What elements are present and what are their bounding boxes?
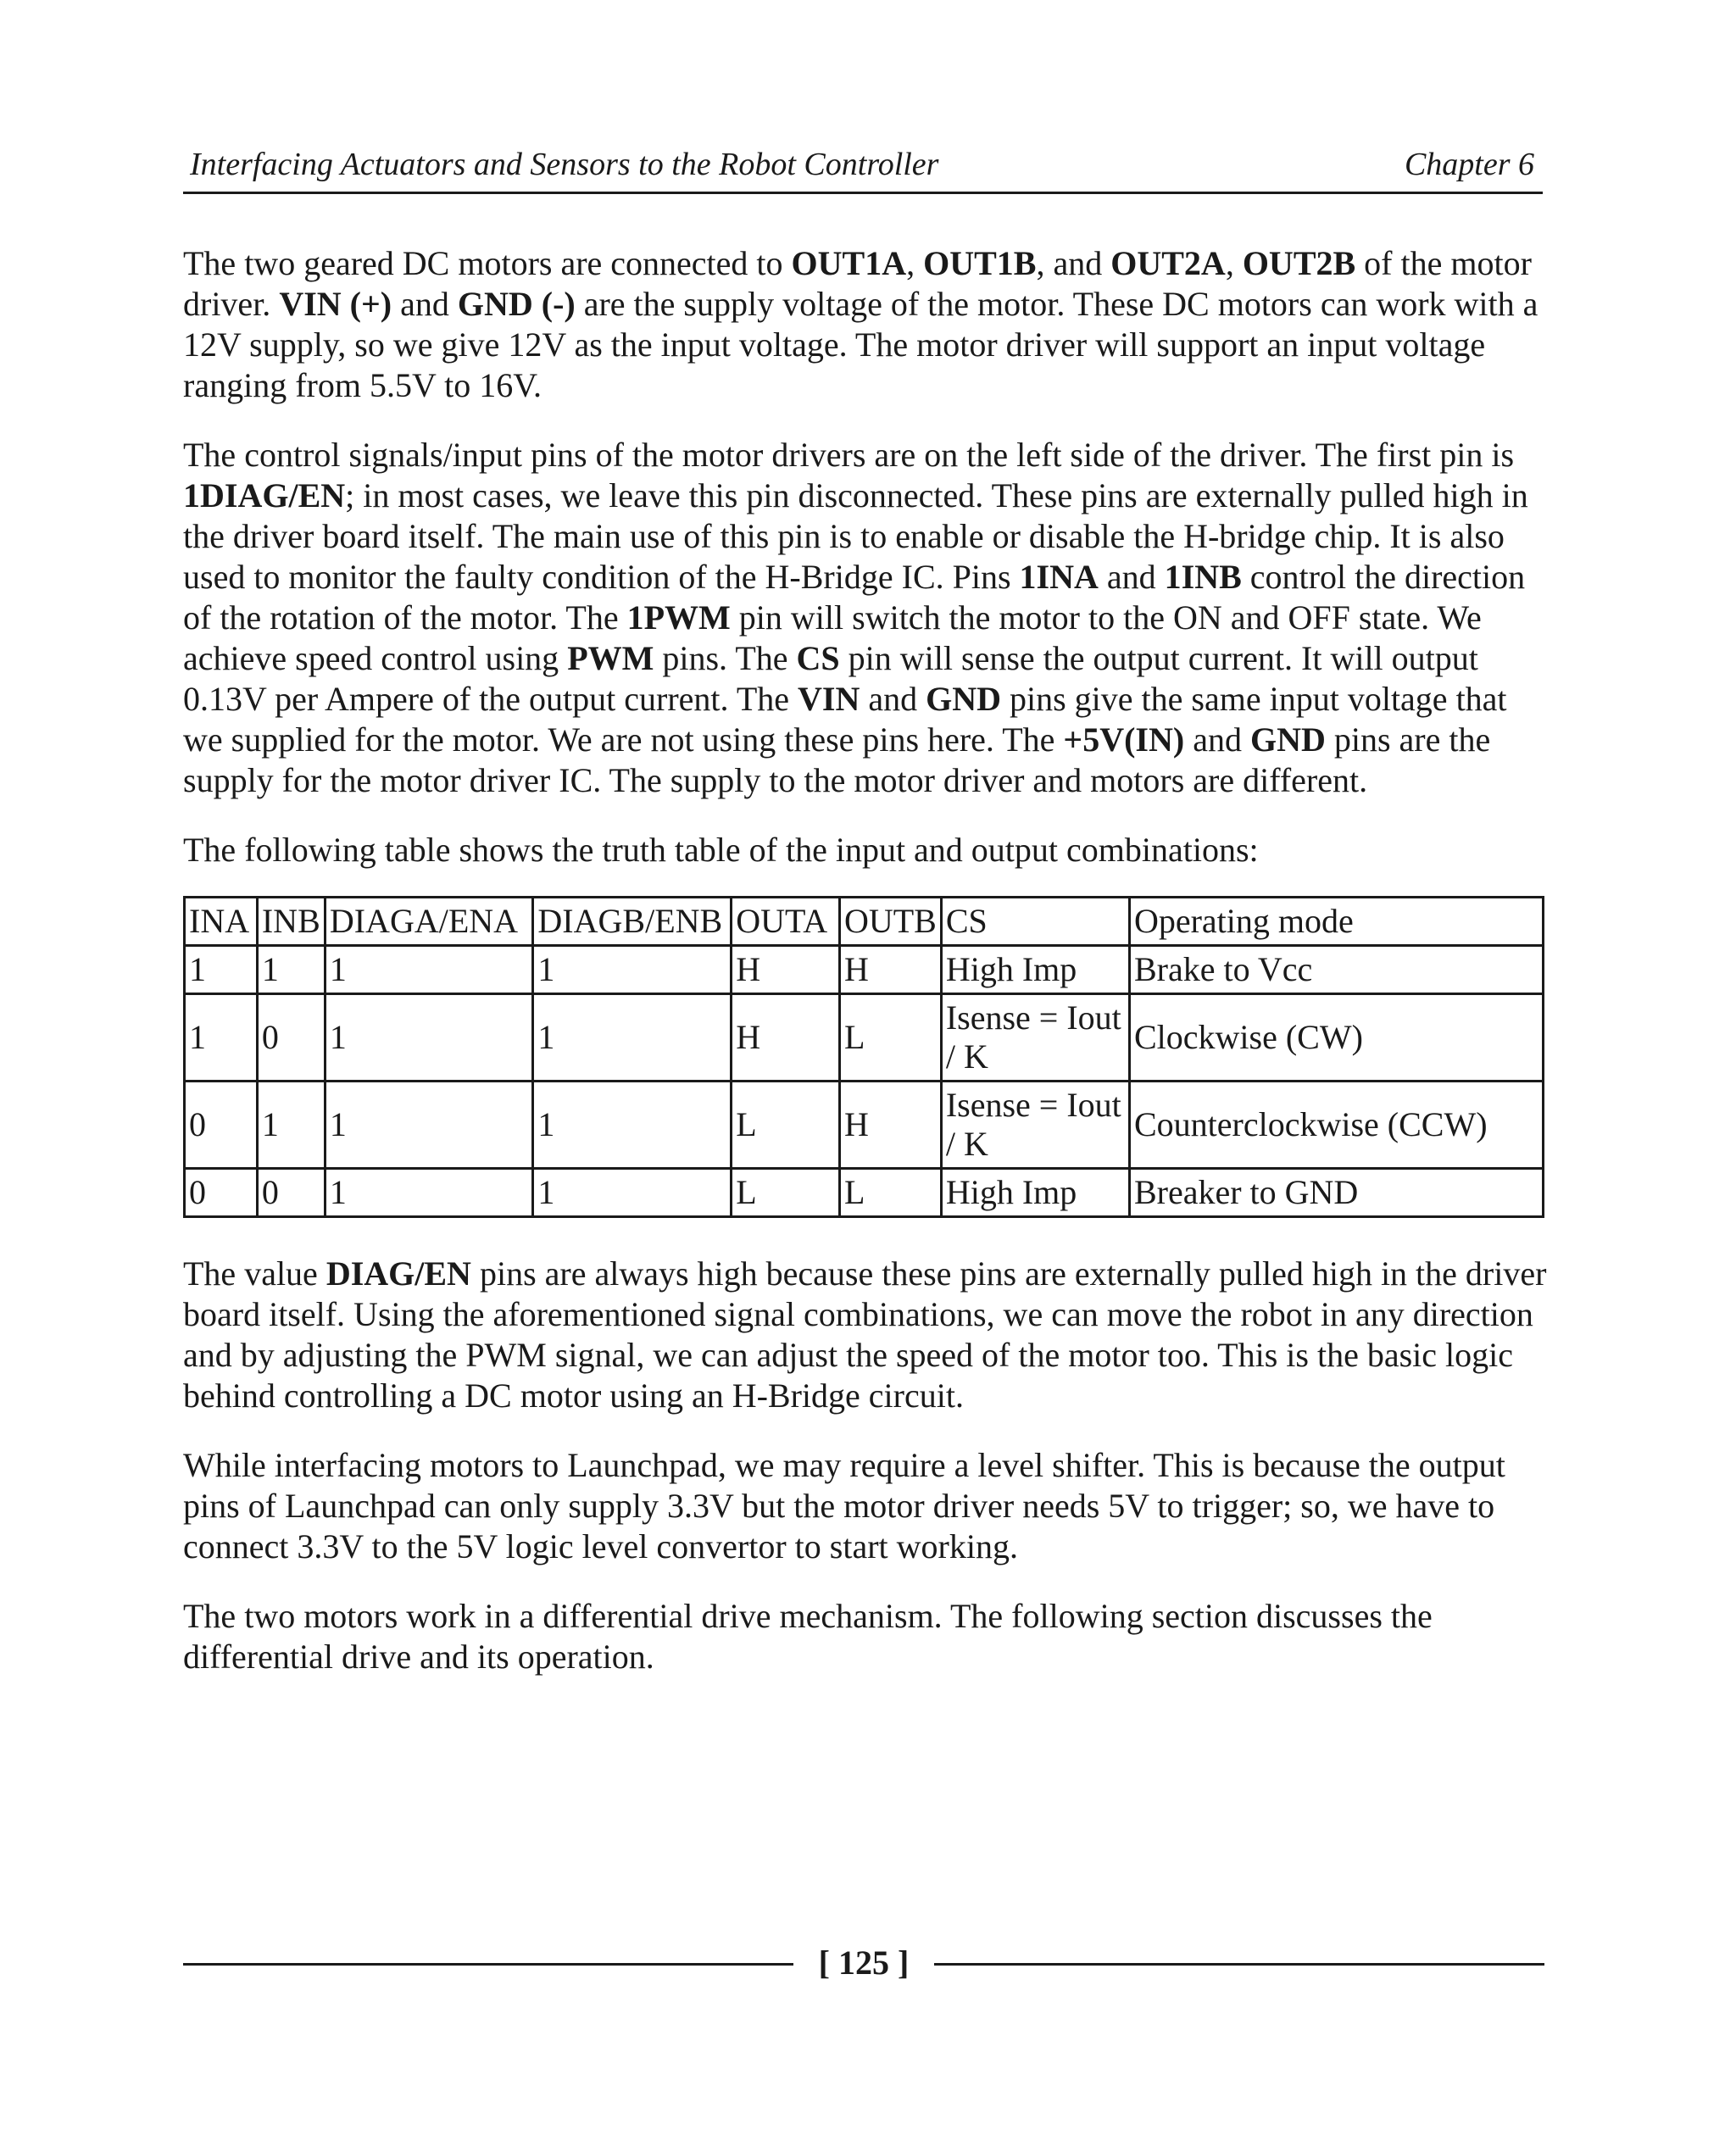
text-run: pins are always high because these pins are externally pulled high in the driver board itself. Using the aforementioned signal combinations, we can move the robot in any direction and by adjusting the PWM signal, we can adjust the speed of the motor too. This is the basic logic behind controlling a DC motor using an H-Bridge circuit. <box>183 1254 1547 1415</box>
table-cell: Breaker to GND <box>1129 1169 1543 1217</box>
header-cell: OUTB <box>839 898 941 946</box>
table-cell: High Imp <box>941 1169 1129 1217</box>
table-cell: 1 <box>325 1082 533 1169</box>
table-cell: Counterclockwise (CCW) <box>1129 1082 1543 1169</box>
text-run: pin will switch the motor to the ON and OFF state. We achieve speed control using <box>183 598 1482 677</box>
table-cell: 1 <box>257 1082 325 1169</box>
bold-term: +5V(IN) <box>1063 720 1185 759</box>
table-cell: High Imp <box>941 946 1129 994</box>
text-run: of the motor driver. <box>183 244 1532 323</box>
bold-term: OUT1B <box>923 244 1037 282</box>
header-cell: INA <box>185 898 258 946</box>
table-cell: H <box>839 946 941 994</box>
table-cell: L <box>839 994 941 1082</box>
text-run: and <box>1184 720 1250 759</box>
bold-term: 1PWM <box>626 598 731 637</box>
text-run: control the direction of the rotation of the motor. The <box>183 558 1526 637</box>
text-run: are the supply voltage of the motor. These DC motors can work with a 12V supply, so we give 12V as the input voltage. The motor driver will support an input voltage ranging from 5.5V to 16V. <box>183 285 1538 404</box>
page-footer <box>183 1938 1544 1988</box>
text-run: and <box>860 680 926 718</box>
table-cell: H <box>732 994 840 1082</box>
footer-rule-right <box>934 1963 1544 1966</box>
paragraph-differential-drive: The two motors work in a differential drive mechanism. The following section discusses the differential drive and its operation. <box>183 1597 1433 1676</box>
text-run: The two geared DC motors are connected to <box>183 244 792 282</box>
running-title: Interfacing Actuators and Sensors to the Robot Controller <box>190 147 939 182</box>
table-header-row <box>185 898 1544 946</box>
table-row <box>185 1082 1544 1169</box>
table-row <box>185 1169 1544 1217</box>
header-cell: CS <box>941 898 1129 946</box>
text-run: and <box>392 285 458 323</box>
text-run: pins are the supply for the motor driver IC. The supply to the motor driver and motors are different. <box>183 720 1491 799</box>
bold-term: GND <box>926 680 1001 718</box>
table-cell: 1 <box>325 946 533 994</box>
header-cell: DIAGA/ENA <box>325 898 533 946</box>
page-header <box>183 142 1543 194</box>
text-run: pins give the same input voltage that we supplied for the motor. We are not using these pins here. The <box>183 680 1507 759</box>
page-body <box>183 243 1550 1706</box>
header-cell: INB <box>257 898 325 946</box>
header-cell: DIAGB/ENB <box>533 898 732 946</box>
text-run: and <box>1098 558 1165 596</box>
bold-term: OUT2B <box>1242 244 1356 282</box>
table-cell: 1 <box>325 994 533 1082</box>
table-cell: H <box>732 946 840 994</box>
table-cell: 1 <box>257 946 325 994</box>
bold-term: PWM <box>567 639 654 677</box>
paragraph-diag-en <box>183 1254 1550 1416</box>
page-number: [ 125 ] <box>818 1944 910 1982</box>
table-cell: 1 <box>533 1169 732 1217</box>
table-cell: 0 <box>185 1082 258 1169</box>
table-cell: 1 <box>185 946 258 994</box>
bold-term: 1INA <box>1019 558 1099 596</box>
table-cell: Clockwise (CW) <box>1129 994 1543 1082</box>
text-run: , and <box>1036 244 1111 282</box>
bold-term: GND <box>1249 720 1326 759</box>
bold-term: VIN (+) <box>279 285 392 323</box>
text-run: , <box>1225 244 1243 282</box>
text-run: The control signals/input pins of the motor drivers are on the left side of the driver. The first pin is <box>183 436 1515 474</box>
table-row <box>185 994 1544 1082</box>
paragraph-table-intro: The following table shows the truth table of the input and output combinations: <box>183 831 1259 869</box>
bold-term: CS <box>796 639 840 677</box>
paragraph-motor-connections <box>183 243 1550 406</box>
header-cell: OUTA <box>732 898 840 946</box>
table-cell: 0 <box>185 1169 258 1217</box>
table-cell: Brake to Vcc <box>1129 946 1543 994</box>
truth-table <box>183 896 1544 1218</box>
table-row <box>185 946 1544 994</box>
table-cell: 1 <box>185 994 258 1082</box>
table-cell: Isense = Iout / K <box>941 994 1129 1082</box>
text-run: pins. The <box>654 639 797 677</box>
header-cell: Operating mode <box>1129 898 1543 946</box>
table-cell: Isense = Iout / K <box>941 1082 1129 1169</box>
bold-term: 1DIAG/EN <box>183 476 346 514</box>
bold-term: OUT1A <box>791 244 907 282</box>
table-cell: 0 <box>257 1169 325 1217</box>
bold-term: 1INB <box>1164 558 1242 596</box>
table-cell: 1 <box>533 946 732 994</box>
table-cell: 1 <box>325 1169 533 1217</box>
bold-term: DIAG/EN <box>326 1254 471 1293</box>
paragraph-level-shifter: While interfacing motors to Launchpad, we may require a level shifter. This is because the output pins of Launchpad can only supply 3.3V but the motor driver needs 5V to trigger; so, we have to connect 3.3V to the 5V logic level convertor to start working. <box>183 1446 1505 1565</box>
table-cell: 1 <box>533 994 732 1082</box>
table-cell: L <box>732 1082 840 1169</box>
text-run: , <box>906 244 924 282</box>
text-run: pin will sense the output current. It will output 0.13V per Ampere of the output current. The <box>183 639 1478 718</box>
table-cell: 1 <box>533 1082 732 1169</box>
table-cell: H <box>839 1082 941 1169</box>
paragraph-control-signals <box>183 435 1550 801</box>
bold-term: VIN <box>798 680 860 718</box>
text-run: ; in most cases, we leave this pin disconnected. These pins are externally pulled high in the driver board itself. The main use of this pin is to enable or disable the H-bridge chip. It is also used to monitor the faulty condition of the H-Bridge IC. Pins <box>183 476 1528 596</box>
table-cell: L <box>839 1169 941 1217</box>
text-run: The value <box>183 1254 326 1293</box>
bold-term: GND (-) <box>457 285 576 323</box>
table-cell: L <box>732 1169 840 1217</box>
table-cell: 0 <box>257 994 325 1082</box>
bold-term: OUT2A <box>1110 244 1226 282</box>
chapter-label: Chapter 6 <box>1404 147 1534 182</box>
